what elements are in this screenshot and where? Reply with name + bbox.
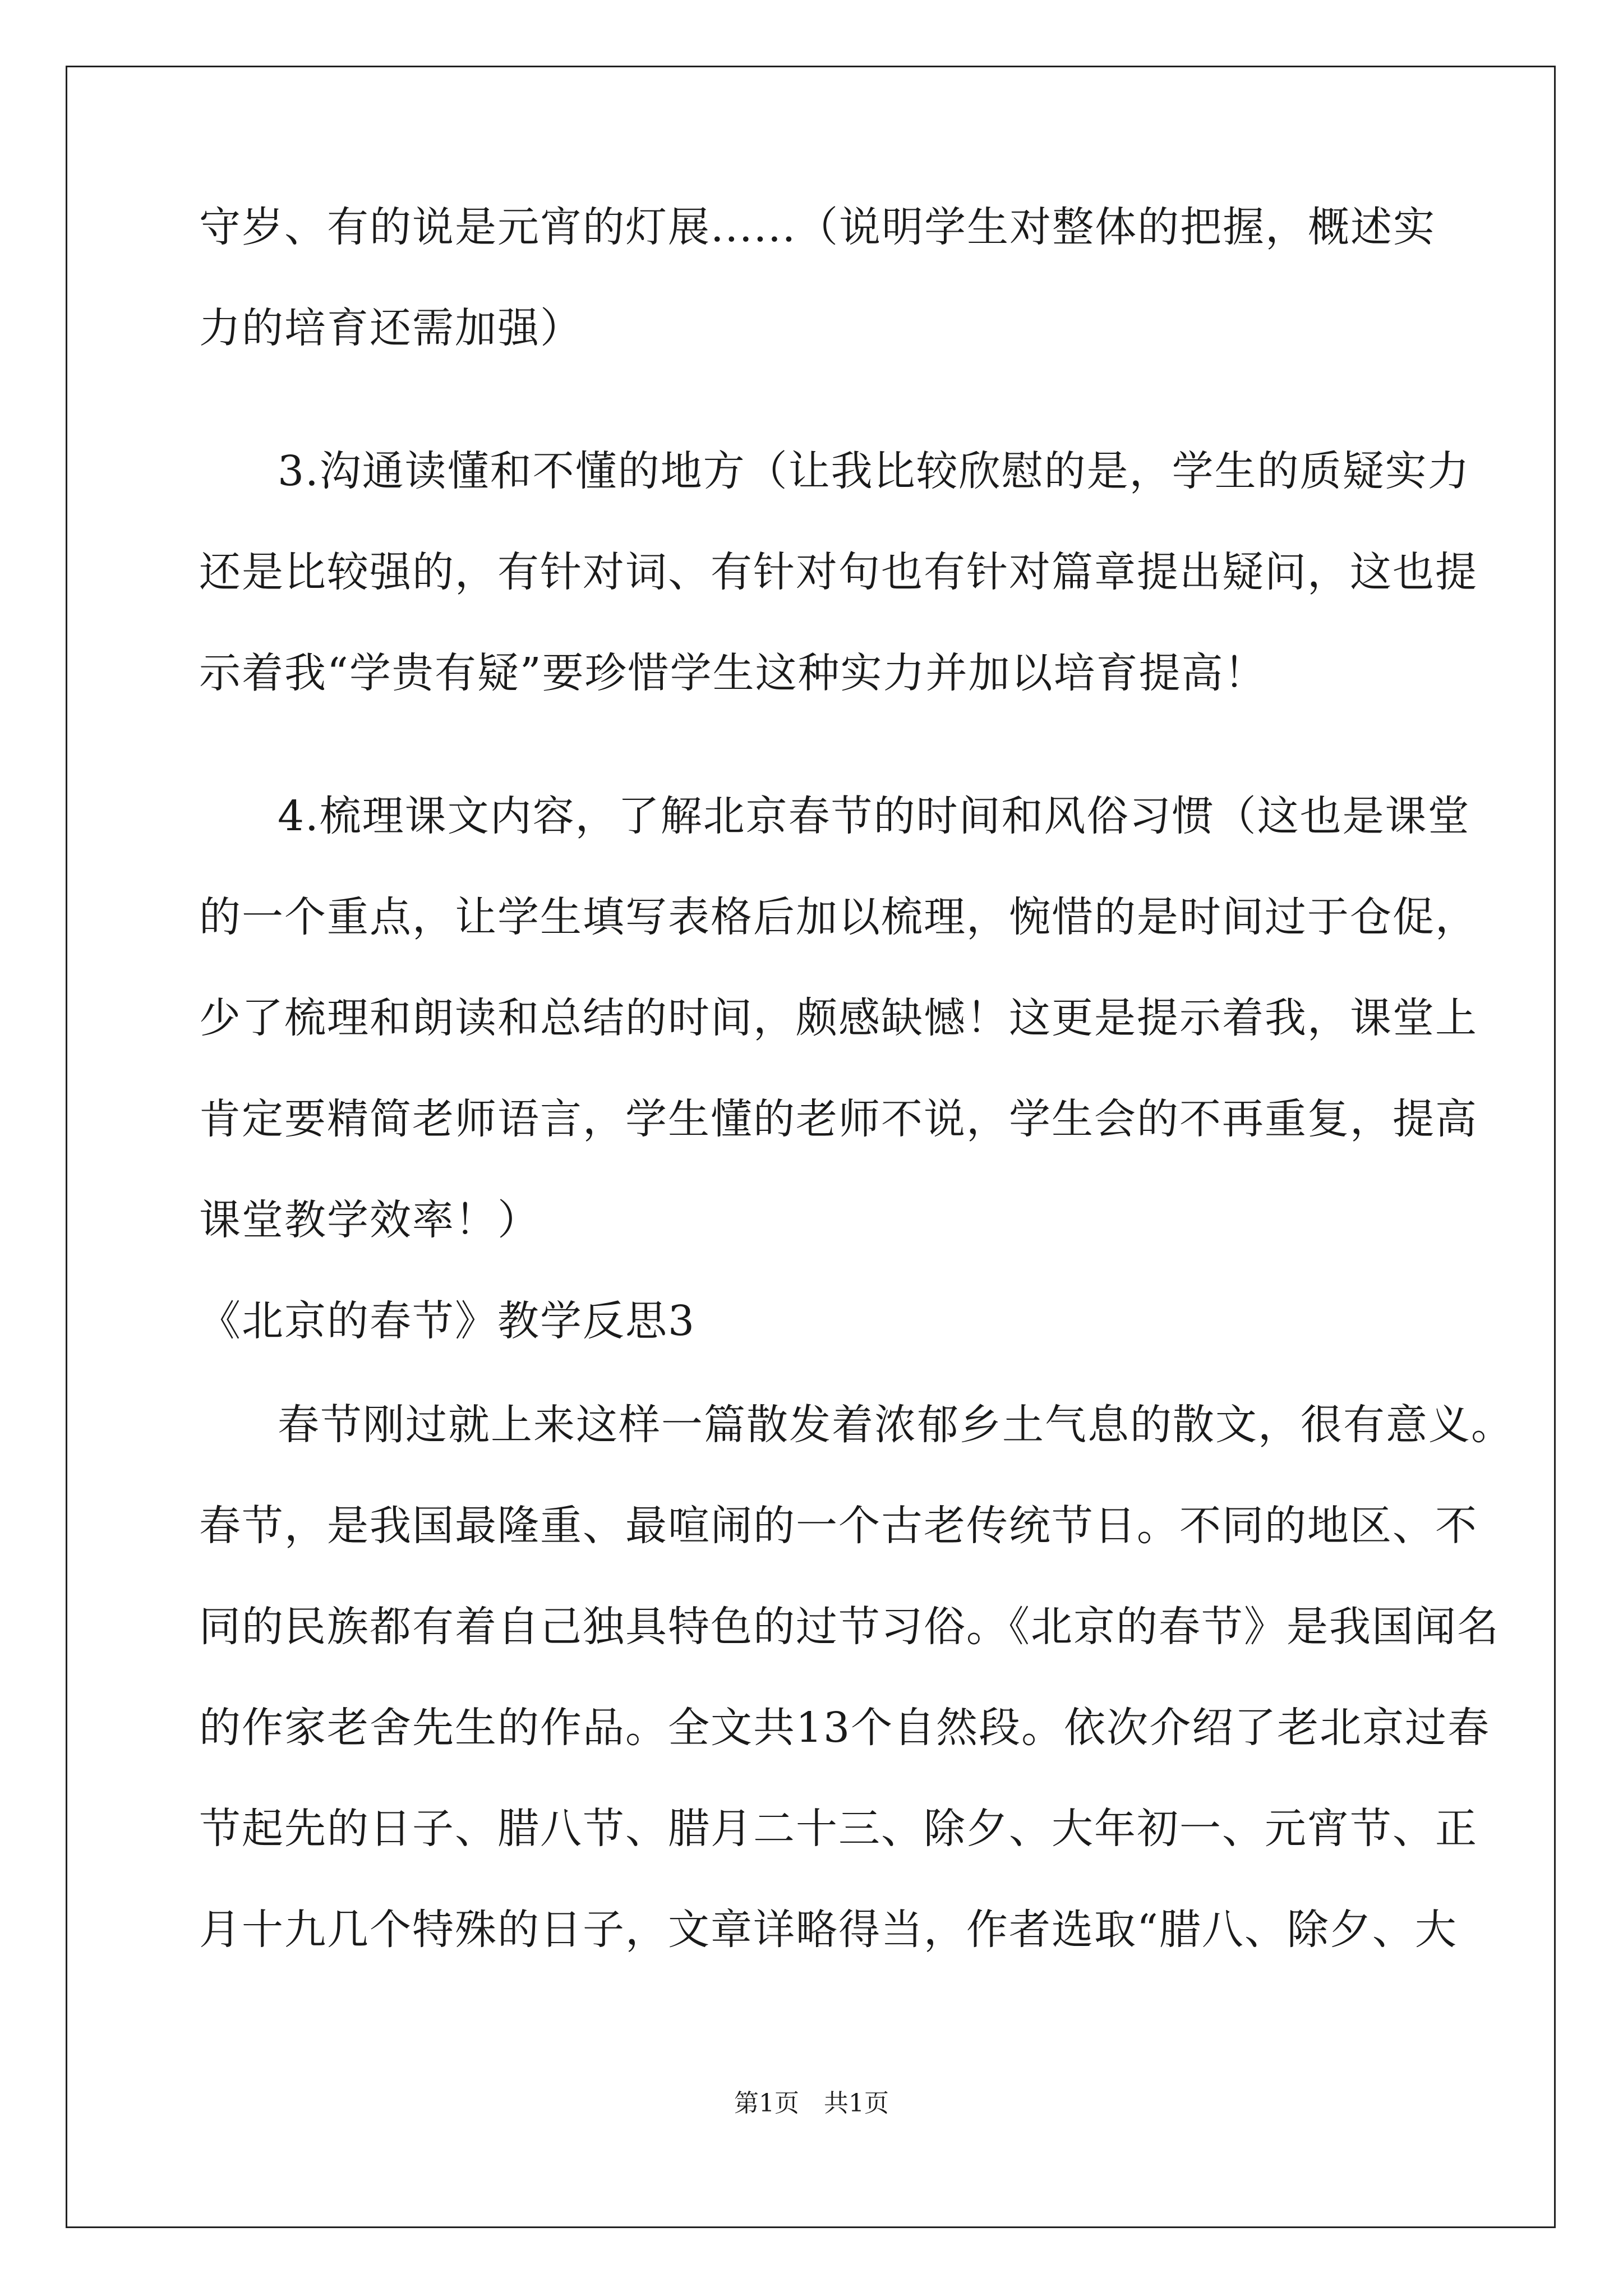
paragraph-4-line-1: 4.梳理课文内容，了解北京春节的时间和风俗习惯（这也是课堂	[278, 792, 1470, 840]
text-line-1: 守岁、有的说是元宵的灯展......（说明学生对整体的把握，概述实	[199, 203, 1436, 251]
paragraph-4-line-5: 课堂教学效率！）	[199, 1196, 540, 1244]
paragraph-4-line-4: 肯定要精简老师语言，学生懂的老师不说，学生会的不再重复，提高	[199, 1095, 1478, 1143]
paragraph-5-line-3: 同的民族都有着自己独具特色的过节习俗。《北京的春节》是我国闻名	[199, 1603, 1500, 1651]
text-line-2: 力的培育还需加强）	[199, 304, 583, 352]
paragraph-3-line-2: 还是比较强的，有针对词、有针对句也有针对篇章提出疑问，这也提	[199, 548, 1478, 596]
paragraph-5-line-1: 春节刚过就上来这样一篇散发着浓郁乡土气息的散文，很有意义。	[278, 1401, 1514, 1449]
paragraph-5-line-2: 春节，是我国最隆重、最喧闹的一个古老传统节日。不同的地区、不	[199, 1502, 1478, 1550]
paragraph-5-line-4: 的作家老舍先生的作品。全文共13个自然段。依次介绍了老北京过春	[199, 1704, 1491, 1752]
paragraph-4-line-3: 少了梳理和朗读和总结的时间，颇感缺憾！这更是提示着我，课堂上	[199, 994, 1478, 1042]
paragraph-5-line-6: 月十九几个特殊的日子，文章详略得当，作者选取“腊八、除夕、大	[199, 1906, 1458, 1954]
page-number-footer: 第1页 共1页	[734, 2089, 889, 2118]
paragraph-5-line-5: 节起先的日子、腊八节、腊月二十三、除夕、大年初一、元宵节、正	[199, 1805, 1478, 1853]
paragraph-3-line-3: 示着我“学贵有疑”要珍惜学生这种实力并加以培育提高！	[199, 649, 1267, 697]
paragraph-3-line-1: 3.沟通读懂和不懂的地方（让我比较欣慰的是，学生的质疑实力	[278, 447, 1470, 495]
paragraph-4-line-2: 的一个重点，让学生填写表格后加以梳理，惋惜的是时间过于仓促，	[199, 893, 1478, 941]
section-heading: 《北京的春节》教学反思3	[199, 1297, 696, 1345]
